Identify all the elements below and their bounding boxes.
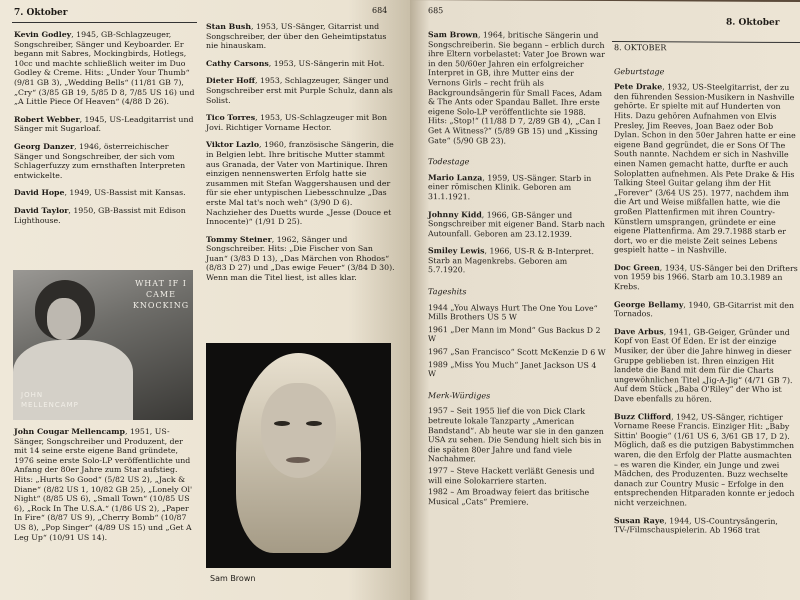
album-figure-face xyxy=(47,298,81,340)
entry-georg-danzer: Georg Danzer, 1946, österreichischer Sänger und Songschreiber, der sich vom Schlagerfuzzy zum ernsthaften Interpreten entwickelte. xyxy=(14,141,186,180)
photo-eye-right xyxy=(306,421,322,426)
entry-david-taylor: David Taylor, 1950, GB-Bassist mit Edison Lighthouse. xyxy=(14,205,186,225)
merk-1982: 1982 – Am Broadway feiert das britische Musical „Cats“ Premiere. xyxy=(428,487,590,507)
left-column-1-lower xyxy=(14,427,196,550)
entry-david-hope: David Hope, 1949, US-Bassist mit Kansas. xyxy=(14,188,186,198)
left-page-date-header: 7. Oktober xyxy=(14,8,68,18)
hit-1989: 1989 „Miss You Much“ Janet Jackson US 4 W xyxy=(428,359,597,379)
entry-tico-torres: Tico Torres, 1953, US-Schlagzeuger mit Bon Jovi. Richtiger Vorname Hector. xyxy=(206,113,388,132)
section-title: 8. OKTOBER xyxy=(614,43,667,53)
merk-1957: 1957 – Seit 1955 lief die von Dick Clark betreute lokale Tanzparty „American Bandstand“. Ab heute war sie in den ganzen USA zu sehen. Die Sendung hielt sich bis in die späten 80er Jahre und fand viele Nachahmer. xyxy=(428,406,604,464)
entry-stan-bush: Stan Bush, 1953, US-Sänger, Gitarrist und Songschreiber, der über den Geheimtipstatus nie hinauskam. xyxy=(206,22,387,51)
right-column-2 xyxy=(614,43,798,544)
album-artist-text: JOHN MELLENCAMP xyxy=(21,391,79,409)
merk-wuerdiges-heading: Merk-Würdiges xyxy=(428,390,491,401)
header-rule xyxy=(12,22,197,23)
photo-eye-left xyxy=(274,421,290,426)
hit-1967: 1967 „San Francisco“ Scott McKenzie D 6 W xyxy=(428,347,606,358)
hit-1944: 1944 „You Always Hurt The One You Love“ Mills Brothers US 5 W xyxy=(428,302,598,322)
todestage-heading: Todestage xyxy=(428,157,470,167)
photo-caption: Sam Brown xyxy=(210,574,256,583)
right-page xyxy=(410,0,800,600)
photo-face xyxy=(261,383,336,478)
right-column-1 xyxy=(428,30,606,515)
entry-kevin-godley: Kevin Godley, 1945, GB-Schlagzeuger, Songschreiber, Sänger und Keyboarder. Er begann mit Sabres, Mockingbirds, Hotlegs, 10cc und machte schließlich weiter im Duo Godley & Creme. Hits: „Under Your Thumb“ (9/81 GB 3), „Wedding Bells“ (11/81 GB 7), „Cry“ (3/85 GB 19, 5/85 D 8, 7/85 US 16) und „A Little Piece Of Heaven“ (4/88 D 26). xyxy=(14,30,195,107)
entry-mario-lanza: Mario Lanza, 1959, US-Sänger. Starb in einer römischen Klinik. Geboren am 31.1.1921. xyxy=(428,172,592,202)
entry-smiley-lewis: Smiley Lewis, 1966, US-R & B-Interpret. Starb an Magenkrebs. Geboren am 5.7.1920. xyxy=(428,246,594,275)
merk-1977: 1977 – Steve Hackett verläßt Genesis und will eine Solokarriere starten. xyxy=(428,466,595,486)
entry-buzz-clifford: Buzz Clifford, 1942, US-Sänger, richtiger Vorname Reese Francis. Einziger Hit: „Baby Sittin' Boogie“ (1/61 US 6, 3/61 GB 17, D 2). Möglich, daß es die putzigen Babystimmchen waren, die den Erfolg der Platte ausmachten – es waren die Kinder, ein Junge und zwei Mädchen, des Produzenten. Buzz wechselte danach zur Country Music – Erfolge in den entsprechenden Hitparaden konnte er jedoch nicht verzeichnen. xyxy=(614,411,795,508)
entry-george-bellamy: George Bellamy, 1940, GB-Gitarrist mit den Tornados. xyxy=(614,299,795,319)
entry-doc-green: Doc Green, 1934, US-Sänger bei den Drifters von 1959 bis 1966. Starb am 10.3.1989 an Krebs. xyxy=(614,262,798,292)
entry-dave-arbus: Dave Arbus, 1941, GB-Geiger, Gründer und Kopf von East Of Eden. Er ist der einzige Musiker, der über die Jahre hinweg in dieser Gruppe geblieben ist. Ihren einzigen Hit landete die Band mit dem für die Charts ungewöhnlichen Titel „Jig-A-Jig“ (4/71 GB 7). Auf dem Stück „Baba O'Riley“ der Who ist Dave ebenfalls zu hören. xyxy=(614,326,793,404)
hit-1961: 1961 „Der Mann im Mond“ Gus Backus D 2 W xyxy=(428,324,601,344)
entry-sam-brown: Sam Brown, 1964, britische Sängerin und Songschreiberin. Sie begann – erblich durch ihre Eltern vorbelastet: Vater Joe Brown war in den 50/60er Jahren ein erfolgreicher Interpret in GB, ihre Mutter eins der Vernons Girls – recht früh als Backgroundsängerin für Small Faces, Adam & The Ants oder Spandau Ballet. Ihre erste eigene Solo-LP veröffentlichte sie 1988. Hits: „Stop!“ (11/88 D 7, 2/89 GB 4), „Can I Get A Witness?“ (5/89 GB 15) und „Kissing Gate“ (5/90 GB 23). xyxy=(428,30,605,146)
right-page-date-header: 8. Oktober xyxy=(726,17,780,28)
entry-john-mellencamp: John Cougar Mellencamp, 1951, US-Sänger, Songschreiber und Produzent, der mit 14 seine erste eigene Band gründete, 1976 seine erste Solo-LP veröffentlichte und Anfang der 80er Jahre zum Star aufstieg. Hits: „Hurts So Good“ (5/82 US 2), „Jack & Diane“ (8/82 US 1, 10/82 GB 25), „Lonely Ol' Night“ (8/85 US 6), „Small Town“ (10/85 US 6), „Rock In The U.S.A.“ (1/86 US 2), „Paper In Fire“ (8/87 US 9), „Cherry Bomb“ (10/87 US 8), „Pop Singer“ (4/89 US 15) und „Get A Leg Up“ (10/91 US 14). xyxy=(14,427,193,542)
left-page-number: 684 xyxy=(372,6,388,15)
entry-dieter-hoff: Dieter Hoff, 1953, Schlagzeuger, Sänger und Songschreiber erst mit Purple Schulz, dann als Solist. xyxy=(206,76,393,105)
right-page-number: 685 xyxy=(428,6,444,16)
left-column-2 xyxy=(206,22,396,291)
tageshits-heading: Tageshits xyxy=(428,287,467,297)
photo-lips xyxy=(286,457,310,463)
entry-susan-raye: Susan Raye, 1944, US-Countrysängerin, TV-/Filmschauspielerin. Ab 1968 trat xyxy=(614,515,778,535)
geburtstage-heading: Geburtstage xyxy=(614,66,665,76)
left-column-1 xyxy=(14,30,196,233)
album-lyric-text: WHAT IF I CAME KNOCKING xyxy=(132,279,190,310)
entry-cathy-carsons: Cathy Carsons, 1953, US-Sängerin mit Hot. xyxy=(206,58,385,68)
sam-brown-photo xyxy=(206,343,391,568)
entry-pete-drake: Pete Drake, 1932, US-Steelgitarrist, der zu den führenden Session-Musikern in Nashville gehörte. Er spielte mit auf Hunderten von Hits. Dazu gehören Aufnahmen von Elvis Presley, Jim Reeves, Joan Baez oder Bob Dylan. Schon in den 50er Jahren hatte er eine eigene Band gegründet, die er Sons Of The South nannte. Nachdem er sich in Nashville einen Namen gemacht hatte, durfte er auch Soloplatten aufnehmen. Als Pete Drake & His Talking Steel Guitar gelang ihm der Hit „Forever“ (3/64 US 25). 1977, nachdem ihm die Art und Weise mißfallen hatte, wie die großen Plattenfirmen mit ihren Country-Künstlern umsprangen, gründete er eine eigene Plattenfirma. Am 29.7.1988 starb er dort, wo er die meiste Zeit seines Lebens gespielt hatte – in Nashville. xyxy=(614,82,796,255)
entry-tommy-steiner: Tommy Steiner, 1962, Sänger und Songschreiber. Hits: „Die Fischer von San Juan“ (3/83 D 13), „Das Märchen von Rhodos“ (8/83 D 27) und „Das ewige Feuer“ (3/84 D 30). Wenn man die Titel liest, ist alles klar. xyxy=(206,234,395,283)
entry-johnny-kidd: Johnny Kidd, 1966, GB-Sänger und Songschreiber mit eigener Band. Starb nach Autounfall. Geboren am 23.12.1939. xyxy=(428,209,605,239)
entry-viktor-lazlo: Viktor Lazlo, 1960, französische Sängerin, die in Belgien lebt. Ihre britische Mutter stammt aus Granada, der Vater von Martinique. Ihren einzigen nennenswerten Erfolg hatte sie zusammen mit Stefan Waggershausen und der für sie eher untypischen Liebesschnulze „Das erste Mal tat's noch weh“ (3/90 D 6). Nachzieher des Duetts wurde „Jesse (Douce et Innocente)“ (1/91 D 25). xyxy=(206,140,394,227)
mellencamp-album-cover xyxy=(13,270,193,420)
entry-robert-webber: Robert Webber, 1945, US-Leadgitarrist und Sänger mit Sugarloaf. xyxy=(14,114,194,134)
